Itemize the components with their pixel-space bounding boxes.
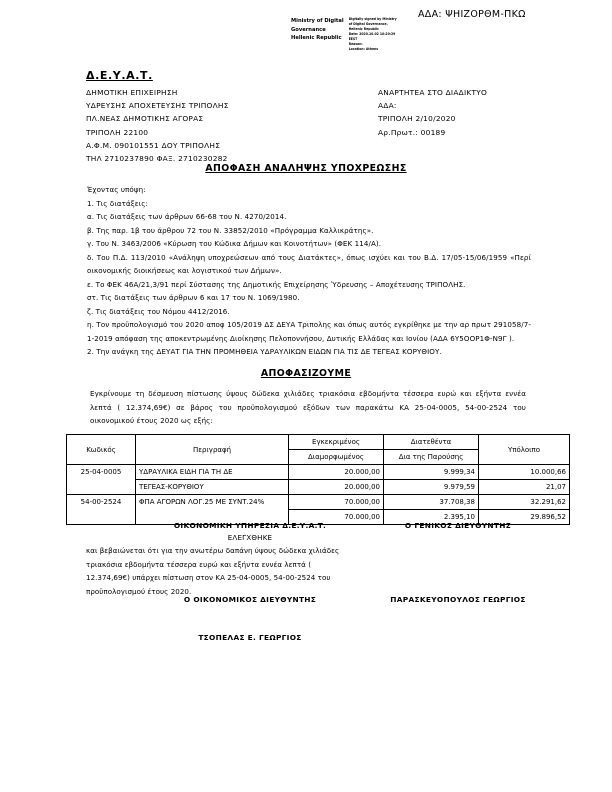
cell-balance: 21,07 [479, 480, 570, 495]
budget-table-body [67, 465, 570, 525]
table-row [67, 495, 570, 510]
letterhead-left-line: ΔΗΜΟΤΙΚΗ ΕΠΙΧΕΙΡΗΣΗ [86, 88, 178, 97]
signature-authority-line: Ministry of Digital [291, 18, 344, 24]
cell-code: 25-04-0005 [67, 465, 136, 480]
decision-body: Εγκρίνουμε τη δέσμευση πίστωσης ύψους δώδεκα χιλιάδες τριακόσια εβδομήντα τέσσερα ευρώ και εξήντα εννέα λεπτά ( 12.374,69€) σε βάρος του προϋπολογισμού εξόδων των παρακάτω ΚΑ 25-04-0005, 54-00-2524 του οικονομικού έτους 2020 ως εξής: [90, 389, 526, 426]
cell-disposed: 9.999,34 [384, 465, 479, 480]
cell-balance: 29.896,52 [479, 510, 570, 525]
decision-title: ΑΠΟΦΑΣΙΖΟΥΜΕ [260, 368, 352, 379]
col-header-disposed: Διατεθέντα [384, 435, 479, 450]
preamble-item: ζ. Τις διατάξεις του Νόμου 4412/2016. [87, 306, 230, 316]
cell-disposed: 9.979,59 [384, 480, 479, 495]
footer-financial-director-role: Ο ΟΙΚΟΝΟΜΙΚΟΣ ΔΙΕΥΘΥΝΤΗΣ [183, 595, 317, 604]
signature-authority-line: Governance [291, 26, 326, 33]
letterhead-left-line: ΠΛ.ΝΕΑΣ ΔΗΜΟΤΙΚΗΣ ΑΓΟΡΑΣ [86, 114, 204, 124]
letterhead-left-line: ΤΗΛ 2710237890 ΦΑΞ. 2710230282 [86, 154, 228, 164]
ada-code: ΑΔΑ: ΨΗΙΖΟΡΘΜ-ΠΚΩ [418, 9, 526, 20]
cell-disposed: 2.395,10 [384, 510, 479, 525]
footer-financial-service-title: ΟΙΚΟΝΟΜΙΚΗ ΥΠΗΡΕΣΙΑ Δ.Ε.Υ.Α.Τ. [173, 521, 327, 530]
preamble-item: β. Της παρ. 1β του άρθρου 72 του Ν. 33852/2010 «Πρόγραμμα Καλλικράτης». [87, 225, 374, 235]
budget-table-head [67, 435, 570, 465]
signature-detail-line: of Digital Governance, [348, 22, 388, 26]
cell-code [67, 480, 136, 495]
preamble-intro: Έχοντας υπόψη: [87, 185, 146, 194]
cell-approved: 70.000,00 [289, 495, 384, 510]
letterhead-right-line: ΑΝΑΡΤΗΤΕΑ ΣΤΟ ΔΙΑΔΙΚΤΥΟ [378, 88, 488, 97]
letterhead-left-line: ΤΡΙΠΟΛΗ 22100 [86, 127, 149, 137]
table-row [67, 480, 570, 495]
preamble-item: 2. Την ανάγκη της ΔΕΥΑΤ ΓΙΑ ΤΗΝ ΠΡΟΜΗΘΕΙΑ ΥΔΡΑΥΛΙΚΩΝ ΕΙΔΩΝ ΓΙΑ ΤΙΣ ΔΕ ΤΕΓΕΑΣ ΚΟΡΥΘΙΟΥ. [87, 347, 442, 356]
budget-table [66, 434, 570, 525]
footer-certification-text: και βεβαιώνεται ότι για την ανωτέρω δαπάνη ύψους δώδεκα χιλιάδες τριακόσια εβδομήντα τέσσερα ευρώ και εξήντα εννέα λεπτά ( 12.374,69€) υπάρχει πίστωση στον ΚΑ 25-04-0005, 54-00-2524 του προϋπολογισμού έτους 2020. [86, 546, 340, 596]
cell-code: 54-00-2524 [67, 495, 136, 510]
cell-balance: 10.000,66 [479, 465, 570, 480]
table-row [67, 465, 570, 480]
preamble-item: δ. Του Π.Δ. 113/2010 «Ανάληψη υποχρεώσεων από τους Διατάκτες», όπως ισχύει και του Β.Δ. 17/05-15/06/1959 «Περί οικονομικής διοικήσεως και λογιστικού των Δήμων». [87, 252, 531, 275]
footer-general-director-name: ΠΑΡΑΣΚΕΥΟΠΟΥΛΟΣ ΓΕΩΡΓΙΟΣ [390, 595, 526, 604]
letterhead-right-line: Αρ.Πρωτ.: 00189 [378, 127, 446, 137]
col-header-code: Κωδικός [67, 435, 136, 465]
document-title: ΑΠΟΦΑΣΗ ΑΝΑΛΗΨΗΣ ΥΠΟΧΡΕΩΣΗΣ [205, 163, 407, 174]
signature-detail-line: Hellenic Republic [348, 27, 379, 31]
preamble-item: 1. Τις διατάξεις: [87, 198, 148, 208]
cell-description: ΥΔΡΑΥΛΙΚΑ ΕΙΔΗ ΓΙΑ ΤΗ ΔΕ [136, 465, 289, 480]
preamble-section [87, 183, 531, 359]
col-subheader-by-this: Δια της Παρούσης [384, 450, 479, 465]
col-header-description: Περιγραφή [136, 435, 289, 465]
letterhead-right-line: ΤΡΙΠΟΛΗ 2/10/2020 [378, 114, 456, 124]
cell-approved: 20.000,00 [289, 465, 384, 480]
footer-checked-label: ΕΛΕΓΧΘΗΚΕ [227, 533, 273, 542]
signature-detail-line: Date: 2020.10.02 10:20:29 [348, 32, 396, 36]
footer-general-director-title: Ο ΓΕΝΙΚΟΣ ΔΙΕΥΘΥΝΤΗΣ [404, 521, 512, 530]
table-header-row-1 [67, 435, 570, 450]
signature-detail-line: Location: Athens [348, 47, 379, 51]
cell-disposed: 37.708,38 [384, 495, 479, 510]
footer-financial-director-name: ΤΣΟΠΕΛΑΣ Ε. ΓΕΩΡΓΙΟΣ [198, 633, 302, 642]
signature-details [349, 17, 397, 52]
letterhead-right-line: ΑΔΑ: [378, 101, 397, 111]
preamble-item: στ. Τις διατάξεις των άρθρων 6 και 17 του Ν. 1069/1980. [87, 293, 300, 302]
letterhead-right [378, 86, 487, 139]
cell-approved: 70.000,00 [289, 510, 384, 525]
col-header-balance: Υπόλοιπο [479, 435, 570, 465]
cell-description: ΦΠΑ ΑΓΟΡΩΝ ΛΟΓ.25 ΜΕ ΣΥΝΤ.24% [136, 495, 289, 510]
preamble-item: γ. Του Ν. 3463/2006 «Κύρωση του Κώδικα Δήμων και Κοινοτήτων» (ΦΕΚ 114/Α). [87, 239, 382, 248]
signature-detail-line: EEST [348, 37, 358, 41]
letterhead-left-line: Α.Φ.Μ. 090101551 ΔΟΥ ΤΡΙΠΟΛΗΣ [86, 140, 221, 150]
letterhead-left-line: ΥΔΡΕΥΣΗΣ ΑΠΟΧΕΤΕΥΣΗΣ ΤΡΙΠΟΛΗΣ [86, 101, 229, 111]
preamble-item: η. Τον προϋπολογισμό του 2020 αποφ 105/2019 ΔΣ ΔΕΥΑ Τριπολης και όπως αυτός εγκρίθηκε με την αρ πρωτ 291058/7-1-2019 απόφαση της αποκεντρωμένης Διοίκησης Πελοποννήσου, Δυτικής Ελλάδας και Ιονίου (ΑΔΑ 6Υ5ΟΟΡ1Φ-Ν9Γ ). [87, 320, 531, 343]
signature-authority [291, 17, 344, 43]
preamble-item: ε. Το ΦΕΚ 46Α/21,3/91 περί Σύστασης της Δημοτικής Επιχείρησης Ύδρευσης – Αποχέτευσης ΤΡΙΠΟΛΗΣ. [87, 279, 466, 289]
organization-acronym: Δ.Ε.Υ.Α.Τ. [86, 69, 153, 82]
signature-detail-line: Reason: [348, 42, 363, 46]
budget-table-wrapper [66, 434, 566, 525]
signature-authority-line: Hellenic Republic [291, 35, 342, 42]
col-header-approved: Εγκεκριμένος [289, 435, 384, 450]
cell-description: ΤΕΓΕΑΣ-ΚΟΡΥΘΙΟΥ [136, 480, 289, 495]
digital-signature-stamp [291, 17, 397, 52]
cell-balance: 32.291,62 [479, 495, 570, 510]
letterhead-left [86, 86, 229, 165]
signature-detail-line: Digitally signed by Ministry [348, 17, 397, 21]
col-subheader-adjusted: Διαμορφωμένος [289, 450, 384, 465]
cell-approved: 20.000,00 [289, 480, 384, 495]
preamble-item: α. Τις διατάξεις των άρθρων 66-68 του Ν. 4270/2014. [87, 212, 287, 221]
